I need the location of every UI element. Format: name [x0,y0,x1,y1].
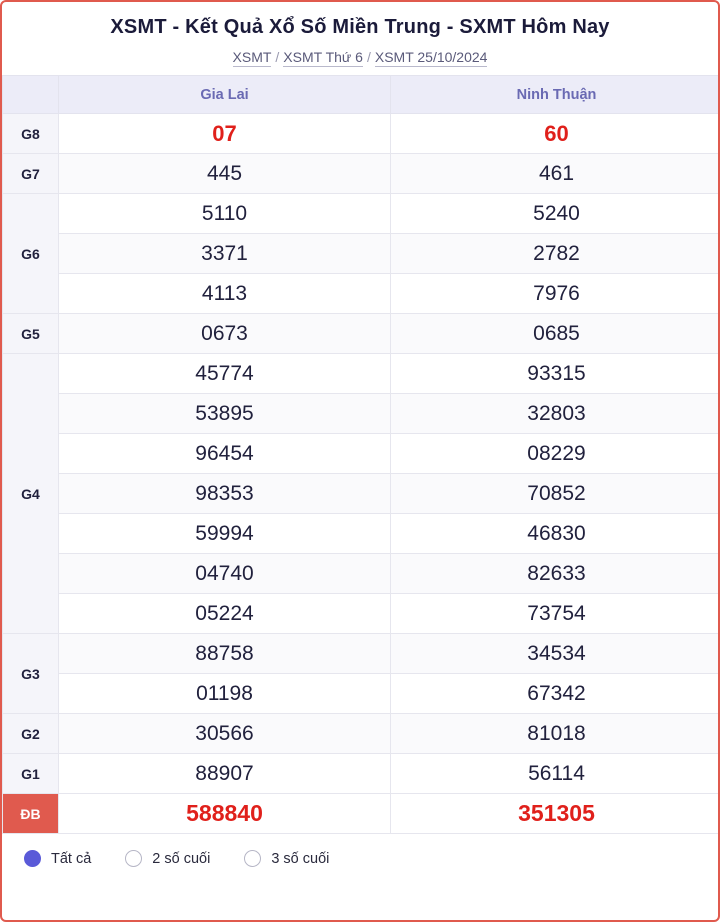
table-row [3,434,720,474]
prize-number: 98353 [59,474,391,514]
prize-number: 45774 [59,354,391,394]
prize-number: 88907 [59,754,391,794]
province-header-0: Gia Lai [59,76,391,114]
results-table [2,75,720,834]
filter-options [2,834,718,877]
prize-number: 461 [391,154,720,194]
prize-number: 2782 [391,234,720,274]
radio-icon-3-digits[interactable] [244,850,261,867]
prize-number: 351305 [391,794,720,834]
prize-number: 04740 [59,554,391,594]
prize-label: G3 [3,634,59,714]
prize-number: 70852 [391,474,720,514]
radio-icon-2-digits[interactable] [125,850,142,867]
prize-number: 3371 [59,234,391,274]
page-title: XSMT - Kết Quả Xổ Số Miền Trung - SXMT Hôm Nay [110,16,610,38]
table-row [3,714,720,754]
prize-number: 34534 [391,634,720,674]
table-row [3,114,720,154]
prize-number: 53895 [59,394,391,434]
table-row [3,514,720,554]
breadcrumb-item-3[interactable]: XSMT 25/10/2024 [374,49,488,65]
table-row [3,274,720,314]
radio-icon-all[interactable] [24,850,41,867]
filter-option-1[interactable] [125,850,210,867]
page-header [2,2,718,75]
prize-label: ĐB [3,794,59,834]
table-row [3,194,720,234]
table-row [3,474,720,514]
prize-number: 46830 [391,514,720,554]
prize-number: 4113 [59,274,391,314]
prize-number: 0685 [391,314,720,354]
table-row [3,394,720,434]
prize-number: 59994 [59,514,391,554]
table-row [3,234,720,274]
results-body [3,114,720,834]
table-row [3,554,720,594]
prize-label: G1 [3,754,59,794]
prize-label: G7 [3,154,59,194]
prize-number: 7976 [391,274,720,314]
prize-label: G4 [3,354,59,634]
prize-number: 56114 [391,754,720,794]
table-row [3,594,720,634]
breadcrumb [12,49,708,65]
prize-label: G6 [3,194,59,314]
prize-number: 60 [391,114,720,154]
prize-number: 07 [59,114,391,154]
prize-number: 5110 [59,194,391,234]
filter-label-2: 3 số cuối [271,850,330,867]
breadcrumb-sep-1: / [275,49,280,65]
prize-label: G8 [3,114,59,154]
prize-label: G5 [3,314,59,354]
table-row [3,754,720,794]
filter-option-2[interactable] [244,850,329,867]
prize-label: G2 [3,714,59,754]
table-header-row [3,76,720,114]
table-row [3,154,720,194]
breadcrumb-item-2[interactable]: XSMT Thứ 6 [283,49,363,65]
prize-number: 82633 [391,554,720,594]
province-header-1: Ninh Thuận [391,76,720,114]
prize-number: 445 [59,154,391,194]
table-row [3,354,720,394]
filter-label-0: Tất cả [51,850,92,867]
breadcrumb-item-1[interactable]: XSMT [232,49,272,65]
breadcrumb-sep-2: / [366,49,371,65]
table-row [3,674,720,714]
prize-number: 67342 [391,674,720,714]
table-row [3,314,720,354]
prize-number: 93315 [391,354,720,394]
prize-number: 32803 [391,394,720,434]
prize-number: 588840 [59,794,391,834]
table-row [3,634,720,674]
prize-number: 08229 [391,434,720,474]
prize-number: 96454 [59,434,391,474]
table-row [3,794,720,834]
prize-number: 01198 [59,674,391,714]
prize-number: 81018 [391,714,720,754]
prize-number: 88758 [59,634,391,674]
prize-number: 5240 [391,194,720,234]
prize-number: 0673 [59,314,391,354]
prize-number: 30566 [59,714,391,754]
prize-number: 73754 [391,594,720,634]
filter-label-1: 2 số cuối [152,850,211,867]
prize-number: 05224 [59,594,391,634]
filter-option-0[interactable] [24,850,91,867]
table-corner-cell [3,76,59,114]
